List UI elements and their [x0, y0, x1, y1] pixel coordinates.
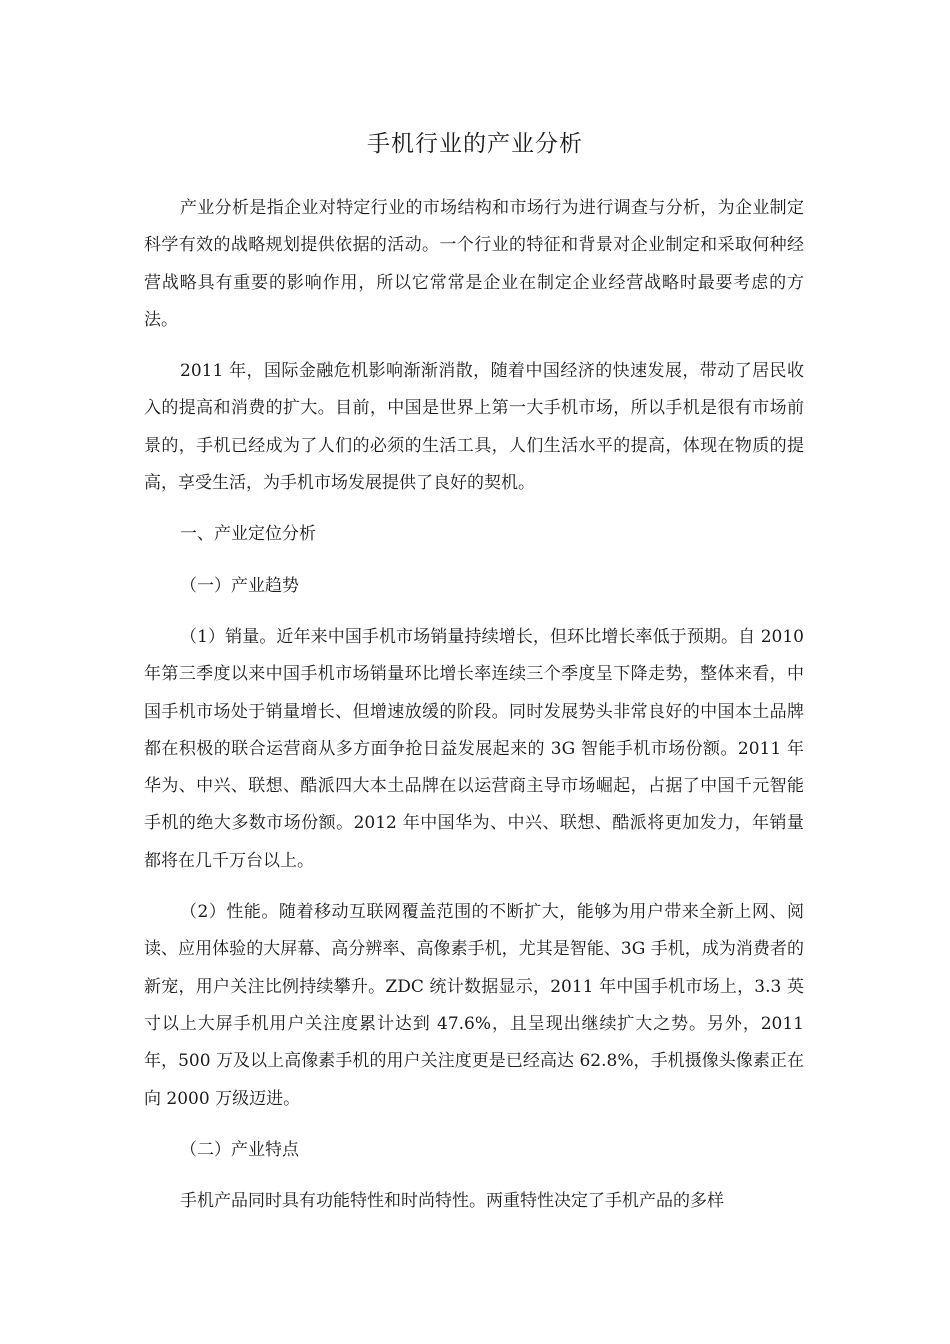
paragraph-intro: 产业分析是指企业对特定行业的市场结构和市场行为进行调查与分析，为企业制定科学有效的战略规划提供依据的活动。一个行业的特征和背景对企业制定和采取何种经营战略具有重要的影响作用，所以它常常是企业在制定企业经营战略时最要考虑的方法。 [144, 198, 804, 330]
paragraph-features: 手机产品同时具有功能特性和时尚特性。两重特性决定了手机产品的多样 [180, 1191, 724, 1212]
paragraph-performance: （2）性能。随着移动互联网覆盖范围的不断扩大，能够为用户带来全新上网、阅读、应用体验的大屏幕、高分辨率、高像素手机，尤其是智能、3G 手机，成为消费者的新宠，用户关注比例持续攀升。ZDC 统计数据显示，2011 年中国手机市场上，3.3 英寸以上大屏手机用户关注度累计达到 47.6%，且呈现出继续扩大之势。另外，2011 年，500 万及以上高像素手机的用户关注度更是已经高达 62.8%，手机摄像头像素正在向 2000 万级迈进。 [144, 902, 804, 1109]
document-body [144, 190, 804, 1220]
section-heading-positioning: 一、产业定位分析 [180, 524, 316, 545]
paragraph-background: 2011 年，国际金融危机影响渐渐消散，随着中国经济的快速发展，带动了居民收入的提高和消费的扩大。目前，中国是世界上第一大手机市场，所以手机是很有市场前景的，手机已经成为了人们的必须的生活工具，人们生活水平的提高，体现在物质的提高，享受生活，为手机市场发展提供了良好的契机。 [144, 361, 804, 494]
subsection-heading-trend: （一）产业趋势 [180, 575, 299, 596]
subsection-heading-features: （二）产业特点 [180, 1139, 299, 1160]
document-title: 手机行业的产业分析 [367, 131, 583, 157]
paragraph-sales: （1）销量。近年来中国手机市场销量持续增长，但环比增长率低于预期。自 2010 年第三季度以来中国手机市场销量环比增长率连续三个季度呈下降走势，整体来看，中国手机市场处于销量增长、但增速放缓的阶段。同时发展势头非常良好的中国本土品牌都在积极的联合运营商从多方面争抢日益发展起来的 3G 智能手机市场份额。2011 年华为、中兴、联想、酷派四大本土品牌在以运营商主导市场崛起，占据了中国千元智能手机的绝大多数市场份额。2012 年中国华为、中兴、联想、酷派将更加发力，年销量都将在几千万台以上。 [144, 626, 804, 871]
